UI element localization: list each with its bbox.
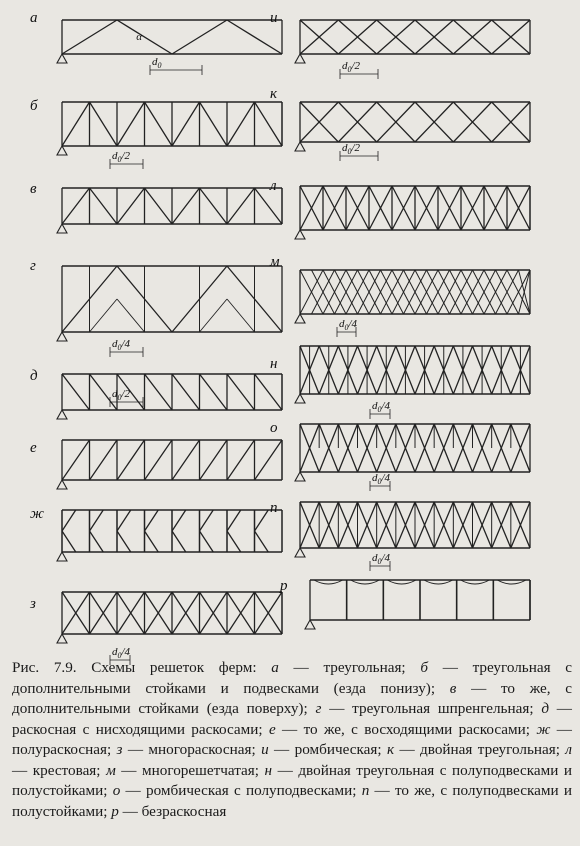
- panel-label: д: [30, 368, 38, 384]
- truss-member: [255, 102, 283, 146]
- truss-member: [172, 102, 200, 146]
- truss-panel-b: [30, 98, 282, 169]
- truss-member: [90, 102, 118, 146]
- truss-panel-a: [30, 10, 282, 75]
- caption-text: — ромбическая с полуподвесками;: [120, 782, 362, 799]
- panel-label: к: [270, 86, 278, 102]
- panel-label: е: [30, 440, 37, 456]
- truss-member: [255, 374, 283, 410]
- caption-text: — полураскосная;: [12, 720, 572, 758]
- caption-key: в: [449, 679, 457, 697]
- truss-member: [117, 188, 145, 224]
- caption-key: а: [271, 659, 279, 676]
- truss-panel-e: [30, 440, 282, 489]
- caption-key: б: [420, 659, 428, 676]
- truss-panel-m: [269, 254, 530, 337]
- support-icon: [305, 620, 315, 629]
- caption-key: з: [116, 741, 123, 758]
- truss-member: [90, 510, 104, 531]
- support-icon: [295, 394, 305, 403]
- truss-member: [117, 20, 172, 54]
- truss-member: [200, 188, 228, 224]
- dimension-label: $d_0/4$: [112, 338, 131, 352]
- dimension-label: $d_0/2$: [112, 388, 131, 402]
- dimension-label: $d_0/2$: [342, 60, 361, 74]
- truss-member: [200, 102, 228, 146]
- dimension-label: $d_0/4$: [339, 318, 358, 332]
- caption-text: — многорешетчатая;: [115, 761, 265, 779]
- truss-member: [255, 440, 283, 480]
- panel-label: л: [270, 178, 277, 194]
- truss-member: [172, 440, 200, 480]
- alpha-label: α: [136, 31, 143, 43]
- support-icon: [57, 634, 67, 643]
- truss-member: [200, 440, 228, 480]
- panel-label: а: [30, 10, 38, 26]
- figure-caption: [12, 658, 572, 822]
- caption-key: ж: [536, 720, 551, 738]
- truss-member: [172, 20, 227, 54]
- truss-member: [255, 531, 269, 552]
- support-icon: [295, 142, 305, 151]
- truss-member: [200, 531, 214, 552]
- dimension-label: $d_0/2$: [342, 142, 361, 156]
- truss-member: [117, 531, 131, 552]
- caption-text: — то же, с восходящими раскосами;: [275, 720, 537, 738]
- truss-member: [145, 510, 159, 531]
- support-icon: [295, 54, 305, 63]
- panel-label: и: [270, 10, 278, 26]
- support-icon: [295, 472, 305, 481]
- truss-member: [117, 440, 145, 480]
- caption-text: — треугольная;: [278, 659, 421, 676]
- panel-label: м: [270, 254, 280, 270]
- panel-label: р: [280, 578, 288, 594]
- caption-prefix: Рис. 7.9. Схемы решеток ферм:: [12, 659, 272, 676]
- dimension-label: $d_0/4$: [372, 552, 391, 566]
- caption-key: р: [111, 802, 119, 820]
- truss-member: [172, 531, 186, 552]
- truss-member: [172, 510, 186, 531]
- support-icon: [57, 224, 67, 233]
- caption-text: — то же, с полуподвесками и полустойками;: [12, 782, 572, 820]
- truss-member: [227, 299, 255, 332]
- caption-text: — безраскосная: [118, 802, 227, 820]
- truss-panel-g: [30, 258, 282, 357]
- truss-member: [227, 188, 255, 224]
- support-icon: [57, 332, 67, 341]
- truss-panel-i: [270, 10, 530, 79]
- support-icon: [57, 552, 67, 561]
- truss-member: [62, 20, 117, 54]
- dimension-label: $d_0$: [152, 56, 162, 70]
- truss-panel-o: [270, 420, 530, 491]
- support-icon: [295, 230, 305, 239]
- truss-member: [62, 102, 90, 146]
- caption-key: н: [264, 761, 273, 779]
- dimension-label: $d_0/4$: [372, 472, 391, 486]
- truss-member: [255, 188, 283, 224]
- truss-member: [227, 374, 255, 410]
- truss-member: [172, 374, 200, 410]
- truss-member: [62, 440, 90, 480]
- truss-member: [117, 510, 131, 531]
- truss-member: [117, 299, 145, 332]
- caption-text: — многораскосная;: [122, 741, 262, 758]
- truss-member: [62, 531, 76, 552]
- panel-label: н: [270, 356, 278, 372]
- truss-member: [255, 510, 269, 531]
- support-icon: [57, 54, 67, 63]
- support-icon: [57, 480, 67, 489]
- truss-member: [90, 440, 118, 480]
- truss-member: [62, 188, 90, 224]
- panel-label: г: [30, 258, 36, 274]
- caption-key: г: [315, 700, 322, 717]
- dimension-label: $d_0/4$: [372, 400, 391, 414]
- truss-member: [200, 510, 214, 531]
- truss-member: [200, 299, 228, 332]
- caption-text: — то же, с дополнительными стойками (езда поверху);: [12, 679, 572, 717]
- support-icon: [295, 548, 305, 557]
- truss-panel-r: [279, 578, 530, 629]
- truss-panel-d: [30, 368, 282, 419]
- caption-text: — двойная треугольная с полуподвесками и полустойками;: [12, 761, 572, 799]
- panel-label: з: [30, 596, 36, 612]
- truss-member: [145, 188, 173, 224]
- caption-text: — двойная треугольная;: [394, 741, 566, 758]
- truss-member: [145, 531, 159, 552]
- caption-key: е: [268, 720, 276, 738]
- caption-items: [12, 659, 572, 820]
- support-icon: [57, 146, 67, 155]
- truss-member: [200, 374, 228, 410]
- support-icon: [295, 314, 305, 323]
- truss-panel-zh: [30, 506, 282, 561]
- truss-member: [145, 374, 173, 410]
- dimension-label: $d_0/4$: [112, 646, 131, 660]
- truss-member: [90, 299, 118, 332]
- truss-member: [117, 102, 145, 146]
- caption-text: — крестовая;: [12, 761, 107, 779]
- truss-panel-l: [269, 178, 530, 239]
- truss-member: [227, 531, 241, 552]
- caption-key: м: [106, 761, 116, 779]
- truss-member: [227, 440, 255, 480]
- caption-text: — треугольная с дополнительными стойками и подвесками (езда понизу);: [12, 659, 573, 697]
- truss-member: [172, 188, 200, 224]
- caption-key: л: [565, 741, 572, 758]
- truss-member: [90, 188, 118, 224]
- truss-member: [145, 102, 173, 146]
- dimension-label: $d_0/2$: [112, 150, 131, 164]
- truss-member: [227, 510, 241, 531]
- caption-key: п: [361, 782, 370, 799]
- truss-panel-z: [29, 592, 282, 665]
- truss-member: [90, 531, 104, 552]
- panel-label: в: [30, 181, 37, 197]
- panel-label: о: [270, 420, 278, 436]
- truss-member: [145, 440, 173, 480]
- caption-key: к: [386, 741, 395, 758]
- support-icon: [57, 410, 67, 419]
- caption-text: — треугольная шпренгельная;: [321, 700, 542, 717]
- truss-member: [62, 510, 76, 531]
- panel-label: п: [270, 500, 278, 516]
- truss-panel-v: [30, 181, 282, 233]
- truss-member: [62, 374, 90, 410]
- truss-panel-n: [270, 346, 530, 419]
- truss-panel-p: [270, 500, 530, 571]
- caption-key: о: [112, 782, 121, 799]
- caption-text: — раскосная с нисходящими раскосами;: [12, 700, 572, 738]
- panel-label: ж: [30, 506, 44, 522]
- caption-key: и: [261, 741, 269, 758]
- caption-key: д: [541, 700, 550, 717]
- truss-panel-k: [270, 86, 530, 161]
- panel-label: б: [30, 98, 38, 114]
- truss-member: [227, 102, 255, 146]
- caption-text: — ромбическая;: [268, 741, 387, 758]
